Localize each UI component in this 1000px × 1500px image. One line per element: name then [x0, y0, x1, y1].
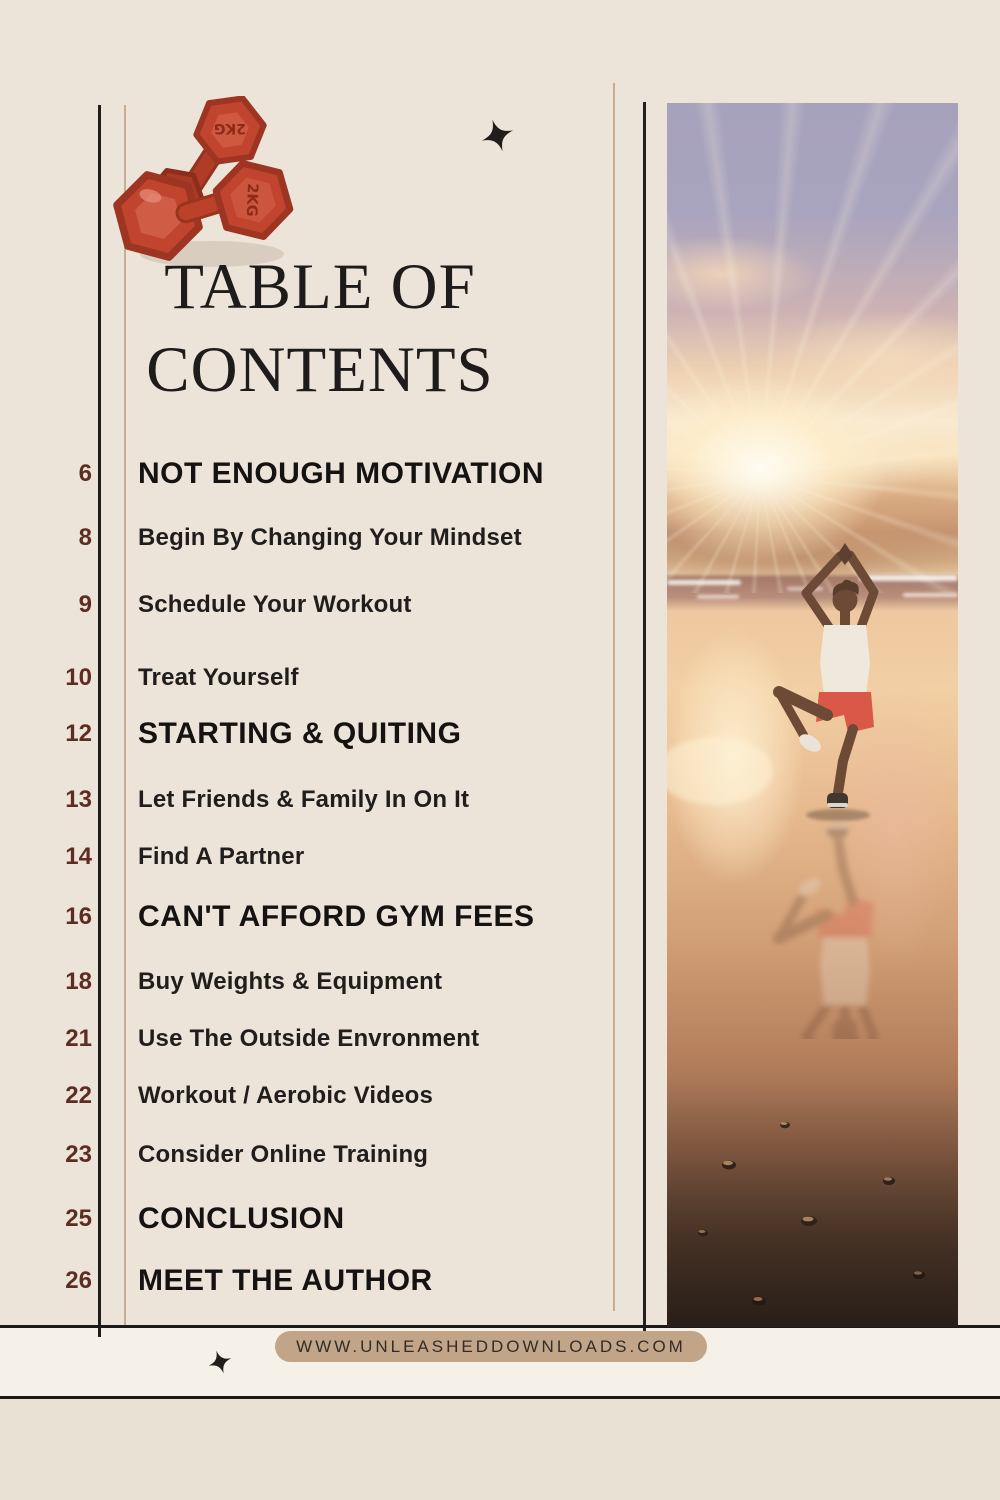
yoga-person-silhouette — [779, 543, 874, 808]
toc-entry-label: Use The Outside Envronment — [138, 1025, 480, 1052]
toc-page-number: 23 — [65, 1141, 92, 1168]
toc-page-number: 21 — [65, 1025, 92, 1052]
toc-page-number: 18 — [65, 968, 92, 995]
dumbbell-weight-text-top: 2KG — [213, 120, 247, 136]
footer-bottom-rule — [0, 1396, 1000, 1399]
photo-edge-rule — [643, 102, 646, 1341]
bottom-margin-strip — [0, 1399, 1000, 1500]
toc-entry-label: MEET THE AUTHOR — [138, 1264, 433, 1297]
toc-page-number: 10 — [65, 664, 92, 691]
person-reflection — [779, 822, 874, 1087]
toc-entry-label: CONCLUSION — [138, 1202, 345, 1235]
footer-url-text: WWW.UNLEASHEDDOWNLOADS.COM — [296, 1336, 686, 1356]
toc-page-number: 14 — [65, 843, 92, 870]
toc-entry-label: Workout / Aerobic Videos — [138, 1082, 434, 1109]
photo-figure-layer — [667, 103, 958, 1327]
toc-entry-label: Let Friends & Family In On It — [138, 786, 470, 813]
toc-page-number: 6 — [78, 460, 92, 487]
toc-entry-label: NOT ENOUGH MOTIVATION — [138, 457, 545, 490]
toc-entry-label: Schedule Your Workout — [138, 591, 412, 618]
page-title-line2: CONTENTS — [146, 334, 494, 406]
toc-page-number: 12 — [65, 720, 92, 747]
toc-page-number: 13 — [65, 786, 92, 813]
toc-entry-label: Find A Partner — [138, 843, 305, 870]
toc-entry-label: Consider Online Training — [138, 1141, 429, 1168]
toc-page-number: 22 — [65, 1082, 92, 1109]
toc-page-number: 16 — [65, 903, 92, 930]
standing-leg — [838, 729, 853, 793]
shoe-sole — [827, 803, 848, 807]
neck — [840, 609, 850, 625]
tank-top — [820, 625, 870, 695]
dumbbell-weight-text-right: 2KG — [242, 183, 261, 217]
pebbles — [698, 1122, 925, 1327]
page-title-line1: TABLE OF — [164, 251, 476, 323]
foot-shadow — [806, 809, 870, 821]
toc-entry-label: CAN'T AFFORD GYM FEES — [138, 900, 535, 933]
toc-page-number: 8 — [78, 524, 92, 551]
toc-entry-label: STARTING & QUITING — [138, 717, 462, 750]
toc-entry-label: Treat Yourself — [138, 664, 299, 691]
sand-glow — [667, 737, 773, 805]
toc-entry-label: Begin By Changing Your Mindset — [138, 524, 522, 551]
toc-page-number: 26 — [65, 1267, 92, 1294]
toc-page-number: 25 — [65, 1205, 92, 1232]
toc-page-number: 9 — [78, 591, 92, 618]
toc-entry-label: Buy Weights & Equipment — [138, 968, 443, 995]
beach-yoga-photo — [667, 103, 958, 1327]
footer-url-pill[interactable] — [275, 1331, 707, 1362]
